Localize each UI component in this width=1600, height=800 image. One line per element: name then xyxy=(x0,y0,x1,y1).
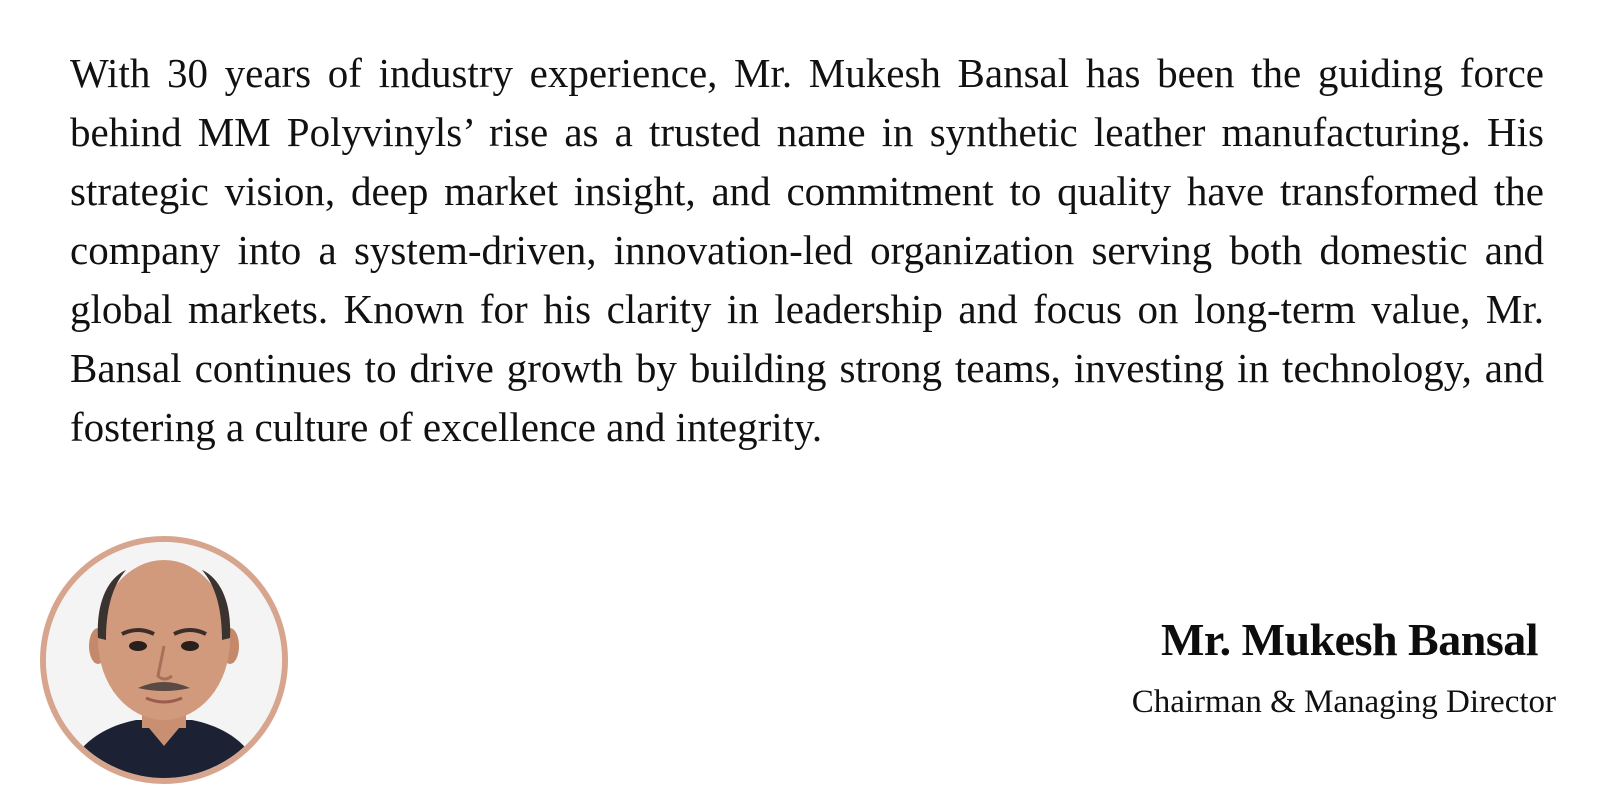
profile-photo xyxy=(40,536,288,784)
profile-name: Mr. Mukesh Bansal xyxy=(1160,614,1538,665)
profile-title: Chairman & Managing Director xyxy=(1131,684,1556,720)
bio-paragraph: With 30 years of industry experience, Mr. Mukesh Bansal has been the guiding force behind MM Polyvinyls’ rise as a trusted name in synthetic leather manufacturing. His strategic vision, deep market insight, and commitment to quality have transformed the company into a system-driven, innovation-led organization serving both domestic and global markets. Known for his clarity in leadership and focus on long-term value, Mr. Bansal continues to drive growth by building strong teams, investing in technology, and fostering a culture of excellence and integrity. xyxy=(70,50,1544,450)
portrait-photo-icon xyxy=(46,542,282,778)
